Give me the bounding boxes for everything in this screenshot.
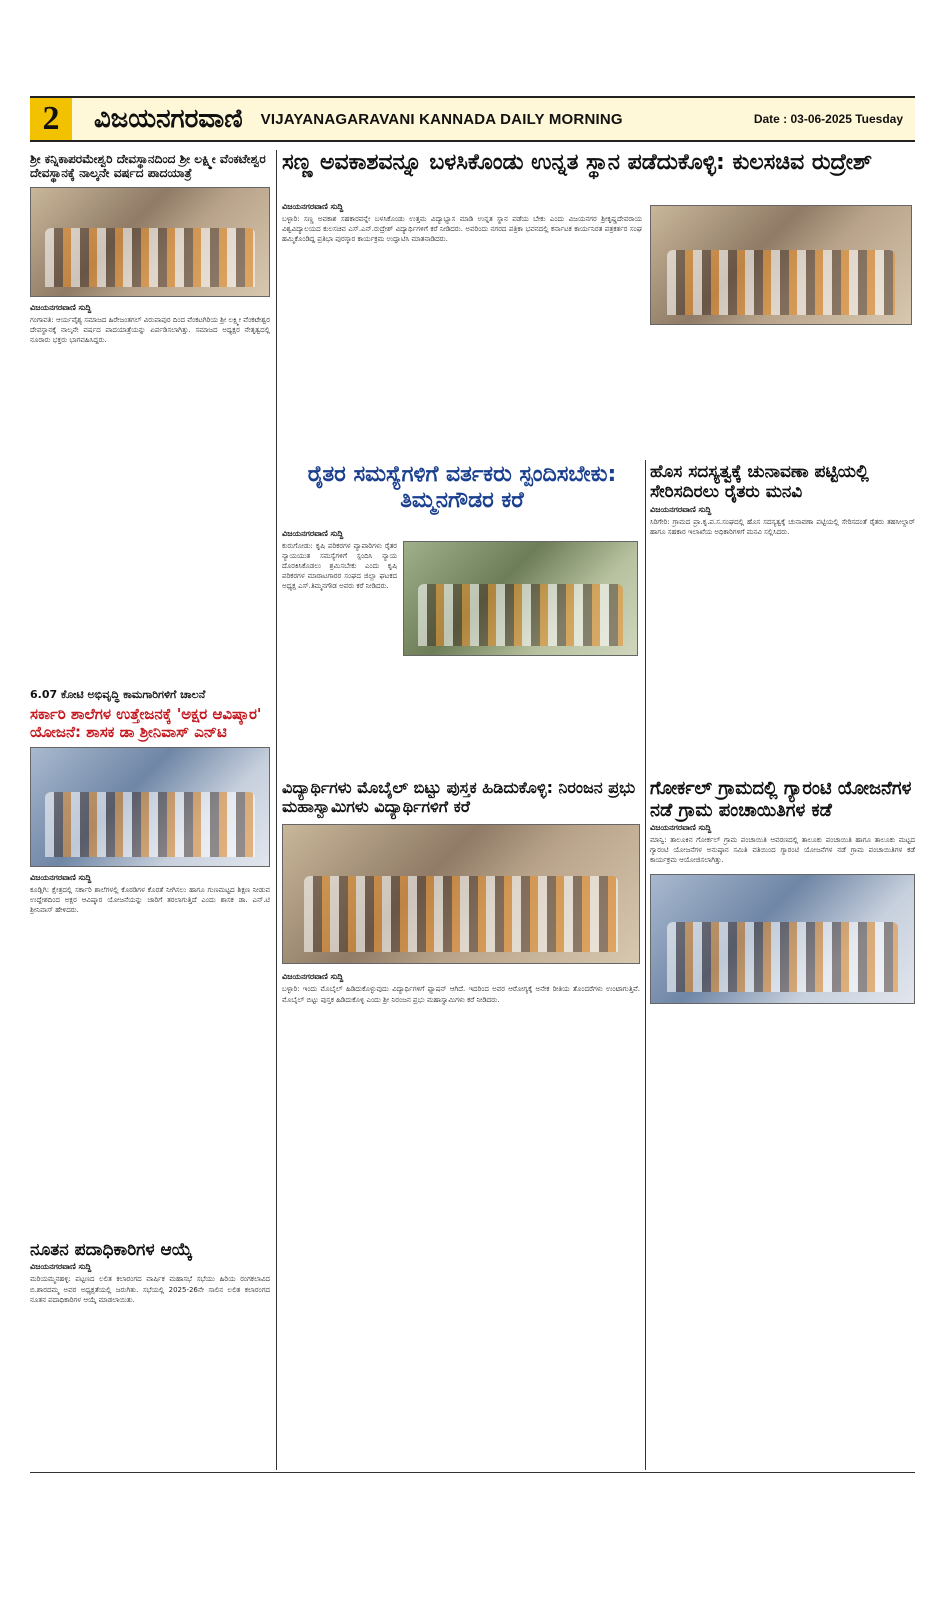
article-photo (403, 541, 638, 656)
article-body: ಮಾನ್ವಿ: ತಾಲೂಕಿನ ಗೋರ್ಕಲ್ ಗ್ರಾಮ ಪಂಚಾಯಿತಿ ಆವರಣದಲ್ಲಿ ತಾಲೂಕು ಪಂಚಾಯಿತಿ ಹಾಗೂ ತಾಲೂಕು ಮಟ್ಟದ ಗ್ಯಾರಂಟಿ ಯೋಜನೆಗಳ ಅನುಷ್ಠಾನ ಸಮಿತಿ ವತಿಯಿಂದ ಗ್ಯಾರಂಟಿ ಯೋಜನೆಗಳ ನಡೆ ಗ್ರಾಮ ಪಂಚಾಯಿತಿಗಳ ಕಡೆ ಕಾರ್ಯಕ್ರಮ ಆಯೋಜಿಸಲಾಗಿತ್ತು. (650, 836, 915, 865)
lead-photo (650, 205, 912, 325)
article-guarantee (650, 778, 915, 1468)
masthead-date: Date : 03-06-2025 Tuesday (753, 112, 903, 126)
article-body: ಸಿರಿಗೇರಿ: ಗ್ರಾಮದ ಪ್ರಾ.ಕೃ.ಪ.ಸ.ಸಂಘದಲ್ಲಿ ಹೊಸ ಸದಸ್ಯತ್ವಕ್ಕೆ ಚುನಾವಣಾ ಪಟ್ಟಿಯಲ್ಲಿ ಸೇರಿಸದಂತೆ ರೈತರು ತಹಸೀಲ್ದಾರ್ ಹಾಗೂ ಸಹಕಾರ ಇಲಾಖೆಯ ಅಧಿಕಾರಿಗಳಿಗೆ ಮನವಿ ಸಲ್ಲಿಸಿದರು. (650, 517, 915, 536)
article-headline: ನೂತನ ಪದಾಧಿಕಾರಿಗಳ ಆಯ್ಕೆ (30, 1240, 193, 1260)
article-mobile (282, 778, 640, 1468)
article-voters (650, 462, 915, 752)
article-photo (30, 187, 270, 297)
article-body: ಬಳ್ಳಾರಿ: ಸಣ್ಣ ಅವಕಾಶ ಸಹಕಾರವನ್ನೇ ಬಳಸಿಕೊಂಡು ಉತ್ತಮ ವಿದ್ಯಾಭ್ಯಾಸ ಮಾಡಿ ಉನ್ನತ ಸ್ಥಾನ ಪಡೆಯ ಬೇಕು ಎಂದು ವಿಜಯನಗರ ಶ್ರೀಕೃಷ್ಣದೇವರಾಯ ವಿಶ್ವವಿದ್ಯಾಲಯದ ಕುಲಸಚಿವ ಎಸ್.ಎನ್.ರುದ್ರೇಶ್ ವಿದ್ಯಾರ್ಥಿಗಳಿಗೆ ಕರೆ ನೀಡಿದರು. ಅವರಿಂದು ನಗರದ ಪತ್ರಿಕಾ ಭವನದಲ್ಲಿ ಕರ್ನಾಟಕ ಕಾರ್ಯನಿರತ ಪತ್ರಕರ್ತರ ಸಂಘ ಹಮ್ಮಿಕೊಂಡಿದ್ದ ಪ್ರತಿಭಾ ಪುರಸ್ಕಾರ ಕಾರ್ಯಕ್ರಮ ಉದ್ಘಾಟಿಸಿ ಮಾತನಾಡಿದರು. (282, 215, 642, 244)
article-temple (30, 152, 270, 682)
article-body: ಗಂಗಾವತಿ: ಆರ್ಯವೈಶ್ಯ ಸಮಾಜದ ಹಿರೇಜಂತಗಲ್ ವಿರುಪಾಪುರ ದಿಂದ ವೆಂಕಟಗಿರಿಯ ಶ್ರೀ ಲಕ್ಷ್ಮೀ ವೆಂಕಟೇಶ್ವರ ದೇವಸ್ಥಾನಕ್ಕೆ ನಾಲ್ಕನೇ ವರ್ಷದ ಪಾದಯಾತ್ರೆಯನ್ನು ಏರ್ಪಡಿಸಲಾಗಿತ್ತು. ಸಮಾಜದ ಅಧ್ಯಕ್ಷರ ನೇತೃತ್ವದಲ್ಲಿ ನೂರಾರು ಭಕ್ತರು ಭಾಗವಹಿಸಿದ್ದರು. (30, 315, 270, 345)
article-dateline: ವಿಜಯನಗರವಾಣಿ ಸುದ್ದಿ (282, 528, 344, 538)
article-headline: ಗೋರ್ಕಲ್ ಗ್ರಾಮದಲ್ಲಿ ಗ್ಯಾರಂಟಿ ಯೋಜನೆಗಳ ನಡೆ ಗ್ರಾಮ ಪಂಚಾಯಿತಿಗಳ ಕಡೆ (650, 778, 912, 821)
lead-headline-block (282, 150, 915, 192)
article-dateline: ವಿಜಯನಗರವಾಣಿ ಸುದ್ದಿ (30, 1262, 92, 1272)
article-office (30, 1240, 270, 1468)
article-dateline: ವಿಜಯನಗರವಾಣಿ ಸುದ್ದಿ (650, 504, 712, 514)
article-dateline: ವಿಜಯನಗರವಾಣಿ ಸುದ್ದಿ (282, 972, 344, 982)
masthead (30, 96, 915, 142)
article-headline: ರೈತರ ಸಮಸ್ಯೆಗಳಿಗೆ ವರ್ತಕರು ಸ್ಪಂದಿಸಬೇಕು: ತಿಮ್ಮನಗೌಡರ ಕರೆ (307, 462, 617, 514)
article-akshara (30, 688, 270, 1233)
article-headline: ಶ್ರೀ ಕನ್ನಿಕಾಪರಮೇಶ್ವರಿ ದೇವಸ್ಥಾನದಿಂದ ಶ್ರೀ ಲಕ್ಷ್ಮೀ ವೆಂಕಟೇಶ್ವರ ದೇವಸ್ಥಾನಕ್ಕೆ ನಾಲ್ಕನೇ ವರ್ಷದ ಪಾದಯಾತ್ರೆ (30, 152, 266, 181)
article-photo (650, 874, 915, 1004)
article-headline: ವಿದ್ಯಾರ್ಥಿಗಳು ಮೊಬೈಲ್ ಬಿಟ್ಟು ಪುಸ್ತಕ ಹಿಡಿದುಕೊಳ್ಳಿ: ನಿರಂಜನ ಪ್ರಭು ಮಹಾಸ್ವಾಮಿಗಳು ವಿದ್ಯಾರ್ಥಿಗಳಿಗೆ ಕರೆ (282, 778, 636, 817)
article-photo (282, 824, 640, 964)
article-farmers (282, 462, 642, 772)
article-headline: ಹೊಸ ಸದಸ್ಯತ್ವಕ್ಕೆ ಚುನಾವಣಾ ಪಟ್ಟಿಯಲ್ಲಿ ಸೇರಿಸದಿರಲು ರೈತರು ಮನವಿ (650, 462, 869, 503)
article-body: ಬಳ್ಳಾರಿ: ಇಂದು ಮೊಬೈಲ್ ಹಿಡಿದುಕೊಳ್ಳುವುದು ವಿದ್ಯಾರ್ಥಿಗಳಿಗೆ ಫ್ಯಾಷನ್ ಆಗಿದೆ. ಇದರಿಂದ ಅವರ ಆರೋಗ್ಯಕ್ಕೆ ಅನೇಕ ರೀತಿಯ ತೊಂದರೆಗಳು ಉಂಟಾಗುತ್ತಿವೆ. ಮೊಬೈಲ್ ಬಿಟ್ಟು ಪುಸ್ತಕ ಹಿಡಿದುಕೊಳ್ಳಿ ಎಂದು ಶ್ರೀ ನಿರಂಜನ ಪ್ರಭು ಮಹಾಸ್ವಾಮಿಗಳು ಕರೆ ನೀಡಿದರು. (282, 985, 640, 1004)
lead-headline: ಸಣ್ಣ ಅವಕಾಶವನ್ನೂ ಬಳಸಿಕೊಂಡು ಉನ್ನತ ಸ್ಥಾನ ಪಡೆದುಕೊಳ್ಳಿ: ಕುಲಸಚಿವ ರುದ್ರೇಶ್ (282, 150, 873, 175)
article-photo (30, 747, 270, 867)
column-rule (276, 150, 277, 1470)
article-dateline: ವಿಜಯನಗರವಾಣಿ ಸುದ್ದಿ (650, 823, 712, 833)
article-kicker: 6.07 ಕೋಟಿ ಅಭಿವೃದ್ಧಿ ಕಾಮಗಾರಿಗಳಿಗೆ ಚಾಲನೆ (30, 688, 206, 701)
article-lead (282, 200, 642, 455)
article-dateline: ವಿಜಯನಗರವಾಣಿ ಸುದ್ದಿ (282, 202, 344, 211)
masthead-title-kn: ವಿಜಯನಗರವಾಣಿ (94, 103, 243, 134)
page-number: 2 (30, 98, 72, 140)
article-dateline: ವಿಜಯನಗರವಾಣಿ ಸುದ್ದಿ (30, 302, 92, 312)
bottom-rule (30, 1472, 915, 1473)
masthead-title-en: VIJAYANAGARAVANI KANNADA DAILY MORNING (260, 110, 623, 128)
column-rule (645, 460, 646, 1470)
article-body: ಕುರುಗೋಡು: ಕೃಷಿ ಪರಿಕರಗಳ ವ್ಯಾಪಾರಿಗಳು ರೈತರ ನ್ಯಾಯಯುತ ಸಮಸ್ಯೆಗಳಿಗೆ ಸ್ಪಂದಿಸಿ ನ್ಯಾಯ ದೊರಕಿಸಿಕೊಡಲು ಶ್ರಮಿಸಬೇಕು ಎಂದು ಕೃಷಿ ಪರಿಕರಗಳ ಮಾರಾಟಗಾರರ ಸಂಘದ ಜಿಲ್ಲಾ ಘಟಕದ ಅಧ್ಯಕ್ಷ ಎಸ್.ತಿಮ್ಮನಗೌಡ ಅವರು ಕರೆ ನೀಡಿದರು. (282, 541, 397, 591)
article-dateline: ವಿಜಯನಗರವಾಣಿ ಸುದ್ದಿ (30, 873, 92, 883)
article-body: ಮರಿಯಮ್ಮನಹಳ್ಳಿ: ಪಟ್ಟಣದ ಲಲಿತ ಕಲಾರಂಗದ ವಾರ್ಷಿಕ ಮಹಾಸಭೆ ಸಭೆಯು ಹಿರಿಯ ರಂಗಕಲಾವಿದ ಬಿ.ಶಾರದಮ್ಮ ಅವರ ಅಧ್ಯಕ್ಷತೆಯಲ್ಲಿ ಜರುಗಿತು. ಸಭೆಯಲ್ಲಿ 2025-26ನೇ ಸಾಲಿನ ಲಲಿತ ಕಲಾರಂಗದ ನೂತನ ಪದಾಧಿಕಾರಿಗಳ ಆಯ್ಕೆ ಮಾಡಲಾಯಿತು. (30, 1275, 270, 1304)
article-headline: ಸರ್ಕಾರಿ ಶಾಲೆಗಳ ಉತ್ತೇಜನಕ್ಕೆ 'ಅಕ್ಷರ ಆವಿಷ್ಕಾರ' ಯೋಜನೆ: ಶಾಸಕ ಡಾ ಶ್ರೀನಿವಾಸ್ ಎನ್‌ಟಿ (30, 705, 262, 742)
article-body: ಕೂಡ್ಲಿಗಿ: ಕ್ಷೇತ್ರದಲ್ಲಿ ಸರ್ಕಾರಿ ಶಾಲೆಗಳಲ್ಲಿ ಕೊಠಡಿಗಳ ಕೊರತೆ ನೀಗಿಸಲು ಹಾಗೂ ಗುಣಮಟ್ಟದ ಶಿಕ್ಷಣ ನೀಡುವ ಉದ್ದೇಶದಿಂದ ಅಕ್ಷರ ಆವಿಷ್ಕಾರ ಯೋಜನೆಯನ್ನು ಜಾರಿಗೆ ತರಲಾಗುತ್ತಿದೆ ಎಂದು ಶಾಸಕ ಡಾ. ಎನ್.ಟಿ ಶ್ರೀನಿವಾಸ್ ಹೇಳಿದರು. (30, 886, 270, 915)
